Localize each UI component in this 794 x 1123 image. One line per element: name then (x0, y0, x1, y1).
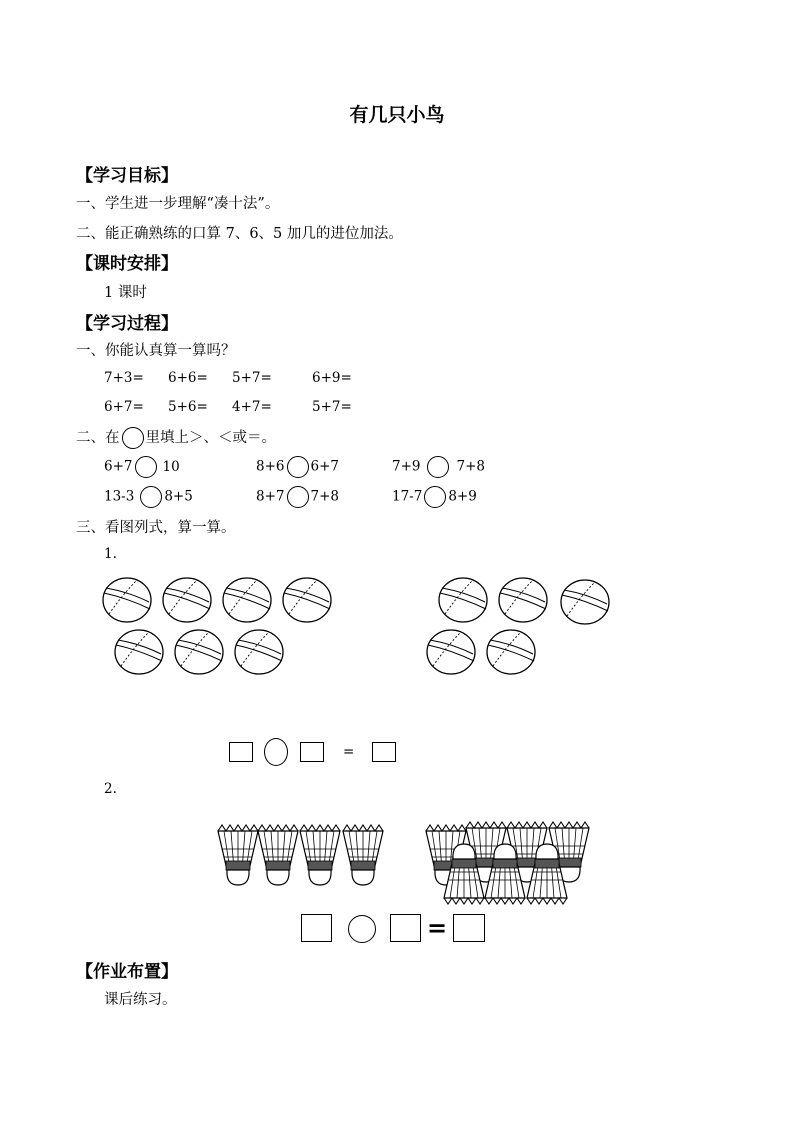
q1-title: 一、你能认真算一算吗？ (76, 343, 236, 359)
answer-box[interactable] (390, 914, 421, 942)
q2-title: 二、在 里填上＞、＜或＝。 (76, 426, 276, 449)
answer-box[interactable] (301, 914, 332, 942)
schedule-heading: 【课时安排】 (76, 254, 178, 274)
q3-title: 三、看图列式，算一算。 (76, 520, 236, 536)
q1-r2-c2: 5+6= (168, 399, 208, 415)
shuttlecock-icon (300, 825, 340, 885)
answer-box[interactable] (453, 914, 485, 942)
shuttlecock-icon (343, 825, 383, 885)
equals-sign: = (343, 744, 355, 760)
operator-circle[interactable] (348, 915, 376, 943)
schedule-text: 1 课时 (104, 285, 147, 301)
goals-heading: 【学习目标】 (76, 166, 178, 186)
q1-r2-c4: 5+7= (312, 399, 352, 415)
homework-heading: 【作业布置】 (76, 962, 178, 982)
q1-r1-c1: 7+3= (104, 370, 144, 386)
compare-item: 6+7 10 (104, 456, 180, 478)
compare-item: 17-7 8+9 (392, 486, 477, 508)
compare-item: 8+6 6+7 (256, 456, 339, 478)
compare-item: 7+9 7+8 (392, 456, 485, 478)
compare-item: 8+7 7+8 (256, 486, 339, 508)
compare-item: 13-3 8+5 (104, 486, 193, 508)
shuttlecock-icon (218, 825, 258, 885)
equals-sign: = (427, 914, 448, 942)
q1-r1-c2: 6+6= (168, 370, 208, 386)
q1-r1-c3: 5+7= (232, 370, 272, 386)
goal-item-2: 二、能正确熟练的口算 7、6、5 加几的进位加法。 (76, 226, 403, 242)
page-title: 有几只小鸟 (349, 104, 445, 126)
homework-text: 课后练习。 (104, 992, 177, 1008)
q3-number-1: 1. (104, 546, 117, 562)
q1-r2-c3: 4+7= (232, 399, 272, 415)
shuttlecock-icon (258, 825, 298, 885)
q1-r2-c1: 6+7= (104, 399, 144, 415)
goal-item-1: 一、学生进一步理解“凑十法”。 (76, 196, 280, 212)
q3-number-2: 2. (104, 781, 117, 797)
q1-r1-c4: 6+9= (312, 370, 352, 386)
process-heading: 【学习过程】 (76, 314, 178, 334)
